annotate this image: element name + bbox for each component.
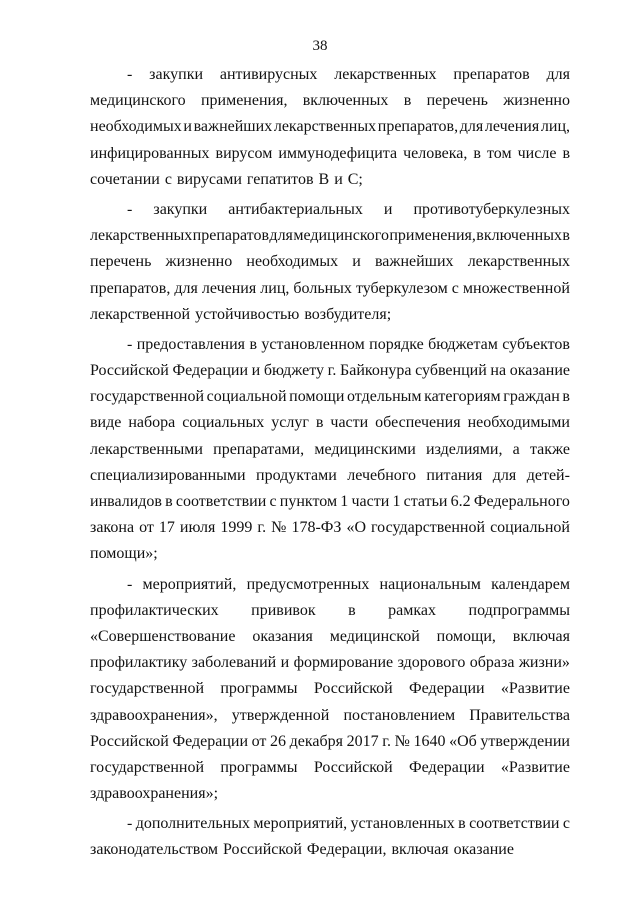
word: № <box>271 519 287 537</box>
word: в <box>165 493 173 510</box>
word: 17 <box>158 519 175 537</box>
word: медицинского <box>293 227 389 245</box>
word: вирусами <box>176 170 242 188</box>
word: пунктом <box>279 493 338 510</box>
word: гепатитов <box>246 170 314 188</box>
word: том <box>487 144 512 162</box>
word: программы <box>220 680 298 698</box>
word: числе <box>517 144 557 162</box>
word: - <box>127 200 133 218</box>
word: мероприятий, <box>253 815 348 833</box>
word: лекарственных <box>467 253 570 271</box>
word: инфицированных <box>90 144 210 162</box>
word: в <box>562 388 570 406</box>
text-line <box>90 410 570 436</box>
text-line <box>90 197 570 223</box>
word: соответствии <box>469 815 560 833</box>
word: устойчивостью <box>195 305 300 323</box>
word: иммунодефицита <box>278 144 398 162</box>
word: - <box>127 575 133 593</box>
word: Федерации <box>172 362 249 380</box>
word: статьи <box>403 493 448 510</box>
text-line <box>90 302 570 328</box>
text-line <box>90 167 570 193</box>
word: вирусом <box>215 144 273 162</box>
word: социальной <box>206 388 287 406</box>
word: Российской <box>313 758 393 776</box>
paragraph <box>90 332 570 568</box>
word: субъектов <box>502 335 570 353</box>
word: жизненно <box>165 253 233 271</box>
word: категориям <box>424 388 501 406</box>
paragraph <box>90 62 570 193</box>
text-line <box>90 384 570 410</box>
word: специализированными <box>90 466 246 484</box>
word: программы <box>220 758 298 776</box>
word: жизненно <box>503 92 570 110</box>
word: для <box>492 466 517 484</box>
word: профилактику <box>90 654 188 672</box>
word: включенных <box>302 92 389 110</box>
word: граждан <box>503 388 560 406</box>
word: «Совершенствование <box>90 627 236 645</box>
word: постановлением <box>343 706 456 724</box>
word: оказания <box>252 627 313 645</box>
word: Российской <box>90 362 169 380</box>
word: препаратами, <box>213 440 305 458</box>
word: противотуберкулезных <box>413 200 570 218</box>
word: прививок <box>251 601 316 619</box>
word: 1 <box>340 493 349 510</box>
word: лекарственных <box>90 227 193 245</box>
paragraph <box>90 572 570 808</box>
word: в <box>562 227 570 245</box>
word: питания <box>426 466 483 484</box>
word: обеспечения <box>375 414 461 432</box>
word: оказание <box>509 362 570 380</box>
text-line <box>90 572 570 598</box>
word: здравоохранения», <box>90 706 218 724</box>
word: детей- <box>526 466 570 484</box>
text-line <box>90 276 570 302</box>
word: лиц, <box>540 118 570 136</box>
word: «О <box>346 519 366 537</box>
word: с <box>164 170 172 188</box>
word: для <box>174 279 198 297</box>
word: включенных <box>476 227 562 245</box>
word: соответствии <box>175 493 267 510</box>
word: предоставления <box>136 335 246 353</box>
word: применения, <box>389 227 476 245</box>
text-line <box>90 781 570 807</box>
word: утвержденной <box>231 706 330 724</box>
text-line <box>90 88 570 114</box>
word: порядке <box>369 335 424 353</box>
word: препаратов, <box>377 118 459 136</box>
word: здравоохранения»; <box>90 785 219 803</box>
word: «Развитие <box>500 680 570 698</box>
text-line <box>90 624 570 650</box>
text-line <box>90 541 570 567</box>
word: социальной <box>490 519 570 537</box>
word: применения, <box>200 92 288 110</box>
word: необходимых <box>246 253 339 271</box>
word: 1999 <box>220 519 253 537</box>
word: услуг <box>271 414 309 432</box>
word: июля <box>179 519 216 537</box>
word: социальных <box>182 414 265 432</box>
text-line <box>90 676 570 702</box>
word: для <box>546 66 570 83</box>
word: и <box>280 654 290 672</box>
word: препаратов <box>192 227 270 245</box>
text-line <box>90 729 570 755</box>
text-line <box>90 437 570 463</box>
word: Федерального <box>473 493 570 510</box>
word: закона <box>90 519 135 537</box>
word: и <box>383 200 393 218</box>
text-line <box>90 515 570 541</box>
paragraph <box>90 811 570 863</box>
word: С; <box>347 170 363 188</box>
word: в <box>315 414 324 432</box>
word: антибактериальных <box>228 200 363 218</box>
paragraph <box>90 197 570 328</box>
text-line <box>90 837 570 863</box>
word: - <box>127 815 133 833</box>
word: профилактических <box>90 601 219 619</box>
word: 1 <box>392 493 401 510</box>
word: Федерации <box>409 758 485 776</box>
word: предусмотренных <box>246 575 370 593</box>
word: закупки <box>149 66 204 83</box>
text-line <box>90 811 570 837</box>
word: Федерации, <box>306 841 387 859</box>
word: государственной <box>90 758 205 776</box>
text-line <box>90 703 570 729</box>
word: помощи»; <box>90 545 158 563</box>
word: 1640 <box>413 732 446 750</box>
word: Правительства <box>469 706 570 724</box>
word: - <box>127 66 133 83</box>
word: дополнительных <box>135 815 250 833</box>
word: антивирусных <box>219 66 318 83</box>
word: помощи, <box>436 627 496 645</box>
word: изделиями, <box>426 440 503 458</box>
word: препаратов, <box>90 279 171 297</box>
text-line <box>90 114 570 140</box>
word: части <box>351 493 390 510</box>
word: с <box>269 493 277 510</box>
word: необходимыми <box>467 414 570 432</box>
word: национальным <box>379 575 481 593</box>
word: перечень <box>90 253 152 271</box>
word: сочетании <box>90 170 160 188</box>
text-line <box>90 62 570 88</box>
text-line <box>90 358 570 384</box>
word: Российской <box>223 841 302 859</box>
word: для <box>459 118 484 136</box>
word: здорового <box>397 654 466 672</box>
word: субвенций <box>415 362 487 380</box>
word: подпрограммы <box>468 601 570 619</box>
word: препаратов <box>453 66 530 83</box>
word: Российской <box>90 732 169 750</box>
word: бюджетам <box>428 335 498 353</box>
word: помощи <box>289 388 345 406</box>
word: на <box>490 362 507 380</box>
word: больных <box>293 279 352 297</box>
word: лиц, <box>260 279 290 297</box>
word: в <box>458 815 466 833</box>
word: государственной <box>90 388 205 406</box>
word: государственной <box>90 680 205 698</box>
word: г. <box>382 732 391 750</box>
word: установленных <box>350 815 455 833</box>
text-line <box>90 489 570 515</box>
word: множественной <box>462 279 570 297</box>
word: необходимых <box>90 118 182 136</box>
word: Федерации <box>172 732 249 750</box>
word: от <box>139 519 154 537</box>
text-line <box>90 650 570 676</box>
word: В <box>318 170 330 188</box>
word: и <box>251 362 261 380</box>
word: части <box>330 414 369 432</box>
text-line <box>90 332 570 358</box>
word: человека, <box>403 144 468 162</box>
word: государственной <box>371 519 486 537</box>
word: и <box>352 253 361 271</box>
word: с <box>562 815 570 833</box>
word: также <box>529 440 570 458</box>
word: возбудителя; <box>304 305 392 323</box>
word: медицинской <box>329 627 420 645</box>
word: в <box>473 144 481 162</box>
word: лечения <box>484 118 540 136</box>
word: бюджету <box>263 362 325 380</box>
word: в <box>249 335 257 353</box>
word: медицинскими <box>314 440 416 458</box>
word: «Об <box>449 732 477 750</box>
word: лекарственной <box>90 305 191 323</box>
word: 26 <box>270 732 287 750</box>
word: перечень <box>426 92 488 110</box>
word: установленном <box>261 335 365 353</box>
word: лечения <box>201 279 257 297</box>
word: Байконура <box>340 362 412 380</box>
word: рамках <box>388 601 437 619</box>
word: 2017 <box>346 732 379 750</box>
word: туберкулезом <box>355 279 448 297</box>
word: лекарственными <box>90 440 203 458</box>
word: заболеваний <box>191 654 277 672</box>
text-line <box>90 249 570 275</box>
text-line <box>90 598 570 624</box>
word: важнейших <box>193 118 273 136</box>
page-number: 38 <box>312 38 328 54</box>
word: мероприятий, <box>142 575 237 593</box>
word: в <box>403 92 412 110</box>
word: лекарственных <box>273 118 377 136</box>
word: Российской <box>313 680 393 698</box>
word: г. <box>327 362 337 380</box>
word: «Развитие <box>500 758 570 776</box>
word: № <box>394 732 410 750</box>
word: виде <box>90 414 122 432</box>
word: оказание <box>453 841 514 859</box>
word: для <box>269 227 293 245</box>
word: - <box>127 335 133 353</box>
word: включая <box>512 627 570 645</box>
word: набора <box>128 414 176 432</box>
word: 6.2 <box>450 493 471 510</box>
word: законодательством <box>90 841 219 859</box>
word: закупки <box>153 200 208 218</box>
word: включая <box>391 841 449 859</box>
word: с <box>451 279 459 297</box>
word: в <box>348 601 356 619</box>
word: декабря <box>289 732 344 750</box>
word: инвалидов <box>90 493 162 510</box>
document-body <box>90 62 570 864</box>
text-line <box>90 463 570 489</box>
word: и <box>183 118 192 136</box>
word: формирование <box>293 654 394 672</box>
word: в <box>562 144 570 162</box>
word: продуктами <box>256 466 337 484</box>
word: а <box>512 440 520 458</box>
word: 178-ФЗ <box>291 519 342 537</box>
word: медицинского <box>90 92 186 110</box>
word: Федерации <box>409 680 485 698</box>
word: лечебного <box>347 466 416 484</box>
text-line <box>90 755 570 781</box>
word: лекарственных <box>334 66 437 83</box>
word: от <box>251 732 267 750</box>
word: и <box>334 170 343 188</box>
word: образа <box>469 654 515 672</box>
text-line <box>90 141 570 167</box>
word: календарем <box>491 575 570 593</box>
word: г. <box>257 519 267 537</box>
word: жизни» <box>518 654 570 672</box>
word: утверждении <box>480 732 570 750</box>
word: важнейших <box>374 253 454 271</box>
word: отдельным <box>347 388 422 406</box>
text-line <box>90 223 570 249</box>
